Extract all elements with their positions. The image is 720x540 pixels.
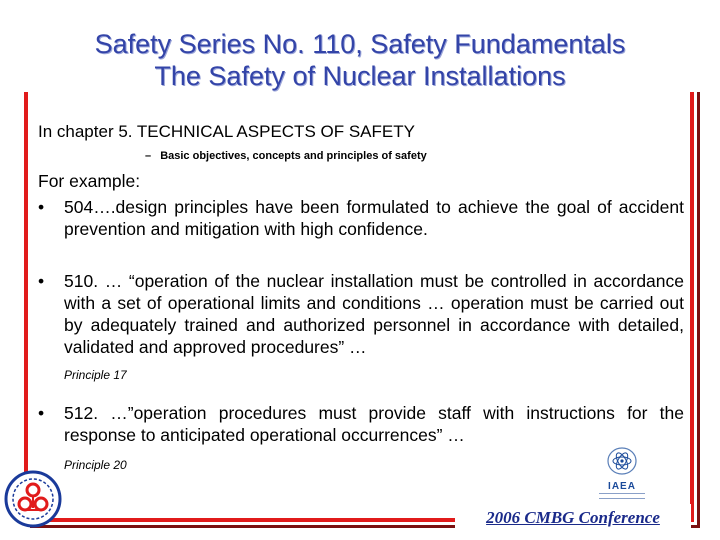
subpoint-text: Basic objectives, concepts and principles of safety [160, 150, 427, 162]
principle-label: Principle 20 [64, 458, 127, 472]
bullet-mark: • [38, 271, 45, 291]
subpoint [145, 150, 427, 162]
bullet-item [38, 196, 684, 240]
bullet-item [38, 270, 684, 358]
bullet-text: 512. …”operation procedures must provide staff with instructions for the response to anticipated operational occurrences” … [64, 403, 684, 445]
bullet-text: 504….design principles have been formulated to achieve the goal of accident prevention and mitigation with high confidence. [64, 197, 684, 239]
chapter-intro: In chapter 5. TECHNICAL ASPECTS OF SAFETY [38, 122, 415, 141]
iaea-label: IAEA [608, 481, 636, 492]
conference-footer: 2006 CMBG Conference [455, 504, 691, 532]
title-line-1: Safety Series No. 110, Safety Fundamentals [94, 29, 626, 59]
bullet-mark: • [38, 197, 45, 217]
bullet-item [38, 402, 684, 446]
seal-logo-icon [4, 470, 62, 528]
principle-label: Principle 17 [64, 368, 127, 382]
title-line-2: The Safety of Nuclear Installations [154, 61, 566, 91]
slide-title [0, 28, 720, 92]
iaea-atom-icon [605, 446, 639, 476]
example-label: For example: [38, 171, 141, 191]
bullet-text: 510. … “operation of the nuclear installation must be controlled in accordance with a set of operational limits and conditions … operation must be carried out by adequately trained and authorized personnel in accordance with detailed, validated and approved procedures” … [64, 271, 684, 357]
subpoint-dash: – [145, 150, 152, 162]
iaea-logo [596, 446, 648, 499]
iaea-subtitle-lines [599, 493, 645, 499]
bullet-mark: • [38, 403, 45, 423]
